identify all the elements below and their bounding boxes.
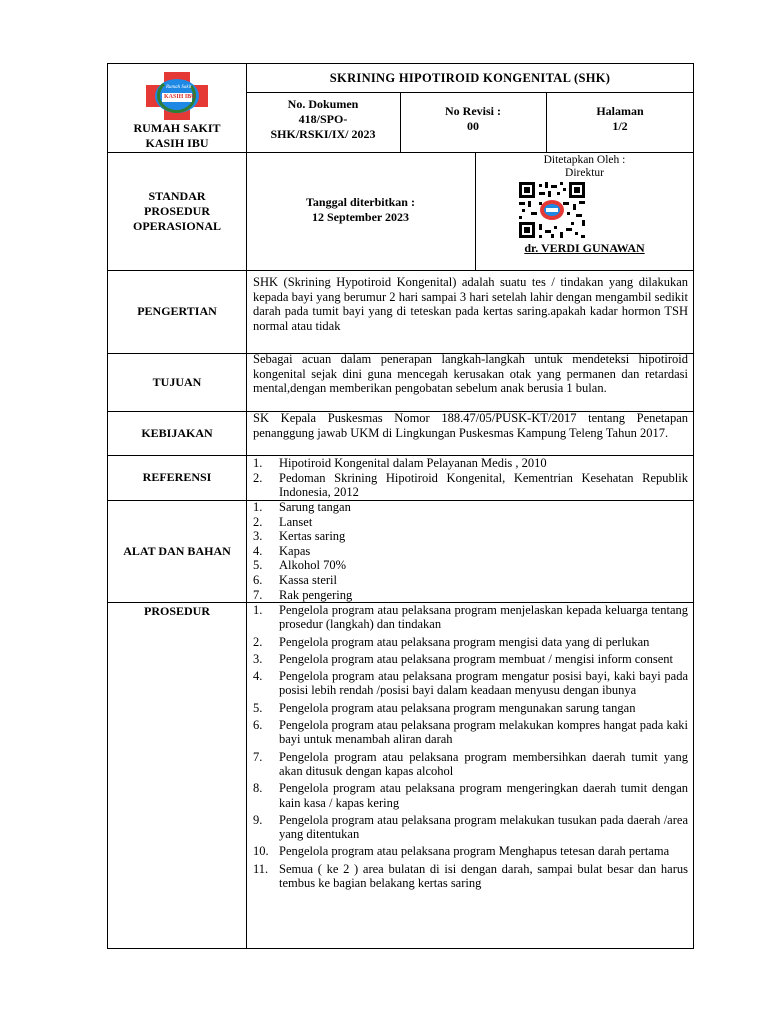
qr-code-signature (519, 182, 585, 238)
issued-label: Tanggal diterbitkan : (306, 195, 415, 209)
alat-list (253, 500, 688, 602)
list-item: 10. Pengelola program atau pelaksana program Menghapus tetesan darah pertama (253, 844, 670, 859)
list-item: 8. Pengelola program atau pelaksana program mengeringkan daerah tumit dengan kain kasa / kapas kering (253, 781, 688, 810)
list-item: 11. Semua ( ke 2 ) area bulatan di isi dengan darah, sampai bulat besar dan harus tembus ke bagian belakang kertas saring (253, 861, 688, 891)
pengertian-text: SHK (Skrining Hypotiroid Kongenital) adalah suatu tes / tindakan yang dilakukan kepada bayi yang berumur 2 hari sampai 3 hari setelah lahir dengan mengambil sedikit darah pada tumit bayi yang di teteskan pada kertas saring.apakah kadar hormon TSH normal atau tidak (253, 275, 688, 333)
tujuan-text: Sebagai acuan dalam penerapan langkah-langkah untuk mendeteksi hipotiroid kongenital sejak dini guna mencegah kerusakan otak yang permanen dan retardasi mental,dengan memberikan pengobatan sebelum anak berusia 1 bulan. (253, 352, 688, 396)
prosedur-list (253, 603, 688, 890)
logo-top-text: Rumah Sakit (166, 85, 192, 90)
list-item: 5. Pengelola program atau pelaksana program mengunakan sarung tangan (253, 700, 636, 715)
list-item: 7. Rak pengering (253, 587, 353, 602)
kebijakan-label: KEBIJAKAN (141, 425, 213, 440)
list-item: 4. Pengelola program atau pelaksana program mengatur posisi bayi, kaki bayi pada posisi lebih rendah /posisi bayi dalam keadaan menyusu dengan ibunya (253, 669, 688, 698)
alat-label: ALAT DAN BAHAN (123, 543, 231, 558)
document-title: SKRINING HIPOTIROID KONGENITAL (SHK) (329, 70, 611, 85)
list-item: 2. Lanset (253, 514, 313, 529)
list-item: 3. Kertas saring (253, 529, 346, 544)
list-item: 1. Sarung tangan (253, 500, 351, 514)
sop-document (107, 63, 694, 949)
hospital-name: RUMAH SAKIT KASIH IBU (133, 121, 221, 150)
approver-title: Direktur (565, 167, 604, 179)
list-item: 1. Pengelola program atau pelaksana program menjelaskan kepada keluarga tentang prosedur (langkah) dan tindakan (253, 603, 688, 632)
pengertian-label: PENGERTIAN (137, 304, 217, 318)
list-item: 9. Pengelola program atau pelaksana program melakukan tusukan pada daerah /area yang ditentukan (253, 812, 688, 842)
tujuan-label: TUJUAN (152, 374, 202, 389)
hospital-logo (144, 70, 210, 122)
doc-no-label: No. Dokumen (287, 97, 359, 111)
page-number (546, 104, 694, 140)
revision-value: 00 (467, 119, 479, 133)
issued-value: 12 September 2023 (311, 210, 410, 224)
list-item: 7. Pengelola program atau pelaksana program membersihkan daerah tumit yang akan ditusuk dengan kapas alcohol (253, 749, 688, 778)
approved-by: Ditetapkan Oleh : (543, 154, 626, 166)
page-value: 1/2 (612, 119, 628, 133)
list-item: 2. Pengelola program atau pelaksana program mengisi data yang di perlukan (253, 634, 650, 649)
list-item: 1. Hipotiroid Kongenital dalam Pelayanan Medis , 2010 (253, 456, 547, 470)
list-item: 5. Alkohol 70% (253, 558, 347, 573)
page-label: Halaman (596, 104, 644, 118)
revision-label: No Revisi : (445, 104, 501, 118)
referensi-list (253, 456, 688, 500)
list-item: 6. Kassa steril (253, 572, 337, 587)
referensi-label: REFERENSI (142, 470, 212, 484)
issued-date (248, 192, 473, 228)
list-item: 6. Pengelola program atau pelaksana program melakukan kompres hangat pada kaki bayi untuk menambah aliran darah (253, 718, 688, 747)
revision (400, 104, 546, 140)
list-item: 4. Kapas (253, 543, 311, 558)
sop-label: STANDAR PROSEDUR OPERASIONAL (132, 188, 221, 233)
approver-name: dr. VERDI GUNAWAN (524, 241, 645, 255)
document-number (248, 97, 398, 149)
kebijakan-text: SK Kepala Puskesmas Nomor 188.47/05/PUSK-KT/2017 tentang Penetapan penanggung jawab UKM di Lingkungan Puskesmas Kampung Teleng Tahun 2017. (253, 411, 688, 440)
logo-main-text: KASIH IBU (164, 94, 196, 100)
list-item: 2. Pedoman Skrining Hipotiroid Kongenital, Kementrian Kesehatan Republik Indonesia, 2012 (253, 470, 688, 500)
prosedur-label: PROSEDUR (143, 604, 210, 618)
list-item: 3. Pengelola program atau pelaksana program membuat / mengisi inform consent (253, 651, 673, 666)
doc-no-value: 418/SPO-SHK/RSKI/IX/ 2023 (270, 112, 376, 141)
